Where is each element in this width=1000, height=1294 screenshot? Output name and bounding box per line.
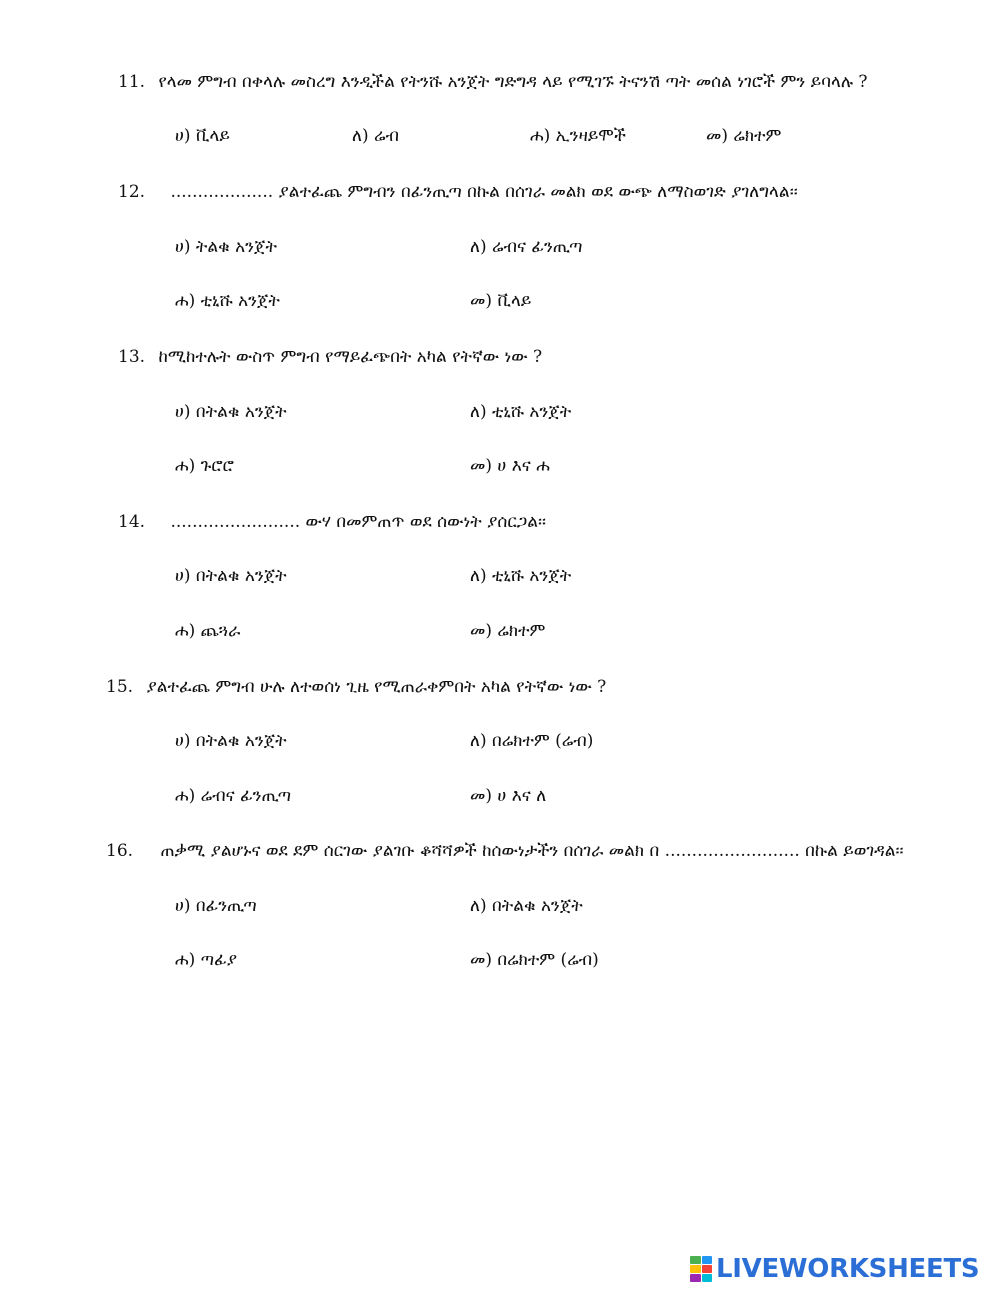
option-b: ለ) ሬብና ፊንጢጣ xyxy=(470,237,583,257)
option-c: ሐ) ጣፊያ xyxy=(175,950,237,970)
option-c: ሐ) ቲኒሹ አንጀት xyxy=(175,291,280,311)
option-d: መ) በሬክተም (ሬብ) xyxy=(470,950,599,970)
option-a: ሀ) ቪላይ xyxy=(175,126,230,146)
question-number: 14. xyxy=(118,512,146,532)
question-14 xyxy=(118,512,546,532)
option-a: ሀ) በፊንጢጣ xyxy=(175,896,257,916)
logo-icon xyxy=(690,1256,712,1282)
option-c: ሐ) ጨጓራ xyxy=(175,621,241,641)
logo-block xyxy=(702,1274,713,1282)
logo-block xyxy=(690,1274,701,1282)
option-c: ሐ) ኢንዛይሞች xyxy=(530,126,626,146)
option-b: ለ) በሬክተም (ሬብ) xyxy=(470,731,594,751)
option-b: ለ) በትልቁ አንጀት xyxy=(470,896,583,916)
question-number: 11. xyxy=(118,72,146,92)
option-d: መ) ሬክተም xyxy=(470,621,546,641)
question-text: ከሚከተሉት ውስጥ ምግብ የማይፈጭበት አካል የትኛው ነው ? xyxy=(158,347,543,367)
option-c: ሐ) ሬብና ፊንጢጣ xyxy=(175,786,292,806)
logo-block xyxy=(702,1256,713,1264)
option-d: መ) ሬክተም xyxy=(706,126,782,146)
option-b: ለ) ሬብ xyxy=(352,126,399,146)
question-number: 15. xyxy=(106,677,134,697)
option-b: ለ) ቲኒሹ አንጀት xyxy=(470,566,572,586)
question-text: ................... ያልተፈጨ ምግብን በፊንጢጣ በኩል በሰገራ መልክ ወደ ውጭ ለማስወገድ ያገለግላል፡፡ xyxy=(170,182,798,202)
question-number: 12. xyxy=(118,182,146,202)
option-d: መ) ቪላይ xyxy=(470,291,532,311)
option-a: ሀ) በትልቁ አንጀት xyxy=(175,566,287,586)
question-15 xyxy=(106,677,606,697)
option-d: መ) ሀ እና ለ xyxy=(470,786,547,806)
question-number: 13. xyxy=(118,347,146,367)
option-a: ሀ) ትልቁ አንጀት xyxy=(175,237,277,257)
question-text: የላመ ምግብ በቀላሉ መስረግ እንዲችል የትንሹ አንጀት ግድግዳ ላይ የሚገኙ ትናንሽ ጣት መሰል ነገሮች ምን ይባላሉ ? xyxy=(158,72,868,92)
logo-block xyxy=(690,1265,701,1273)
logo-block xyxy=(702,1265,713,1273)
question-13 xyxy=(118,347,542,367)
option-b: ለ) ቲኒሹ አንጀት xyxy=(470,402,572,422)
question-number: 16. xyxy=(106,841,134,861)
option-a: ሀ) በትልቁ አንጀት xyxy=(175,402,287,422)
question-text: ........................ ውሃ በመምጠጥ ወደ ሰውነት ያሰርጋል፡፡ xyxy=(170,512,547,532)
option-c: ሐ) ጉሮሮ xyxy=(175,456,234,476)
question-16 xyxy=(106,841,904,861)
question-11 xyxy=(118,72,868,92)
question-text: ያልተፈጨ ምግብ ሁሉ ለተወሰነ ጊዜ የሚጠራቀምበት አካል የትኛው ነው ? xyxy=(146,677,607,697)
brand-name: LIVEWORKSHEETS xyxy=(716,1254,980,1284)
question-12 xyxy=(118,182,798,202)
liveworksheets-logo xyxy=(690,1252,990,1286)
option-a: ሀ) በትልቁ አንጀት xyxy=(175,731,287,751)
option-d: መ) ሀ እና ሐ xyxy=(470,456,550,476)
question-text: ጠቃሚ ያልሆኑና ወደ ደም ሰርገው ያልገቡ ቆሻሻዎች ከሰውነታችን በሰገራ መልክ በ ......................... በኩል ይወገዳል፡፡ xyxy=(160,841,904,861)
logo-block xyxy=(690,1256,701,1264)
